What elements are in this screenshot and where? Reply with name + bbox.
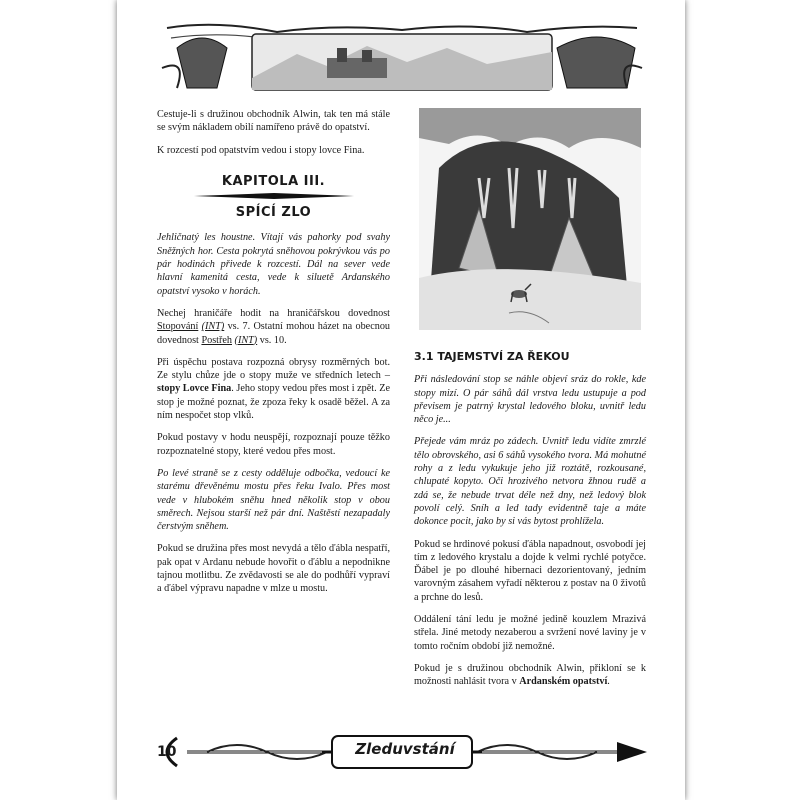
right-column: [414, 336, 646, 698]
book-page: [117, 0, 685, 800]
paragraph: Pokud je s družinou obchodník Alwin, přikloní se k možnosti nahlásit tvora v Ardanském opatství.: [414, 662, 646, 688]
chapter-title: SPÍCÍ ZLO: [235, 205, 312, 221]
page-number: 10: [157, 744, 177, 760]
paragraph: Při úspěchu postava rozpozná obrysy rozměrných bot. Ze stylu chůze jde o stopy muže ve středních letech – stopy Lovce Fina. Jeho stopy vedou přes most i zpět. Ze stop je možné poznat, že zpoza řeky k osadě běžel. A za ním nespočet stop vlků.: [157, 356, 390, 422]
left-column: [157, 108, 390, 605]
header-ornament: [157, 18, 647, 94]
read-aloud-paragraph: Přejede vám mráz po zádech. Uvnitř ledu vidíte zmrzlé tělo obrovského, asi 6 sáhů vysokého tvora. Má mohutné rohy a z ledu vykukuje jeho již roztátě, rozkousané, chlupaté kopyto. Oči hrozivého netvora žhnou rudě a zdá se, že nebude trvat déle než dny, než ledový blok povolí celý. Sníh a led tady evidentně taje a máte dokonce pocit, jako by si vás bytost prohlížela.: [414, 436, 646, 528]
chapter-divider: [194, 192, 354, 200]
footer-title: Zleduvstání: [355, 740, 455, 758]
paragraph: Pokud postavy v hodu neuspějí, rozpoznají pouze těžko rozpoznatelné stopy, které vedou přes most.: [157, 432, 390, 457]
paragraph: Nechej hraničáře hodit na hraničářskou dovednost Stopování (INT) vs. 7. Ostatní mohou házet na obecnou dovednost Postřeh (INT) vs. 10.: [157, 307, 391, 346]
paragraph: Pokud se družina přes most nevydá a tělo ďábla nespatří, pak opat v Ardanu nebude hovořit o ďáblu a nepodnikne tajnou motlitbu. Ze zvědavosti se ale do podhůří vypraví a ďábel výpravu napadne v mlze u mostu.: [157, 543, 390, 595]
paragraph: Pokud se hrdinové pokusí ďábla napadnout, osvobodí jej tím z ledového krystalu a dojde k velmi rychlé potyčce. Ďábel je po dlouhé hibernaci dezorientovaný, jedním varovným zásahem vyřadí některou z postav na 0 životů a prchne do lesů.: [414, 538, 646, 603]
ice-cave-illustration: [419, 108, 641, 330]
skill-link-postreh: Postřeh: [201, 334, 232, 346]
section-title: 3.1 TAJEMSTVÍ ZA ŘEKOU: [414, 350, 570, 363]
paragraph: K rozcestí pod opatstvím vedou i stopy lovce Fina.: [157, 144, 365, 156]
chapter-label: KAPITOLA III.: [221, 173, 326, 189]
read-aloud-paragraph: Jehličnatý les houstne. Vítají vás pahorky pod svahy Sněžných hor. Cesta pokrytá sněhovou pokrývkou vás po pár hodinách přivede k rozcestí. Dál na sever vede hlavní kamenitá cesta, vede k siluetě Ardanského opatství vysoko v horách.: [157, 232, 390, 297]
paragraph: Cestuje-li s družinou obchodník Alwin, tak ten má stále se svým nákladem obilí namířeno právě do opatství.: [157, 109, 390, 134]
skill-link-stopovani: Stopování: [157, 321, 199, 333]
read-aloud-paragraph: Po levé straně se z cesty odděluje odbočka, vedoucí ke starému dřevěnému mostu přes řeku Ivalo. Přes most vede v hlubokém sněhu hned několik stop v obou směrech. Nejsou starší než pár dní. Naštěstí nezapadaly čerstvým sněhem.: [157, 467, 390, 533]
read-aloud-paragraph: Při následování stop se náhle objeví sráz do rokle, kde stopy mizí. O pár sáhů dál vrstva ledu ustupuje a pod převisem je patrný krystal ledového bloku, uvnitř ledu něco je...: [414, 374, 646, 426]
paragraph: Oddálení tání ledu je možné jedině kouzlem Mrazivá střela. Jiné metody nezaberou a svržení nové laviny je v tomto ročním období již nemožné.: [414, 614, 646, 652]
